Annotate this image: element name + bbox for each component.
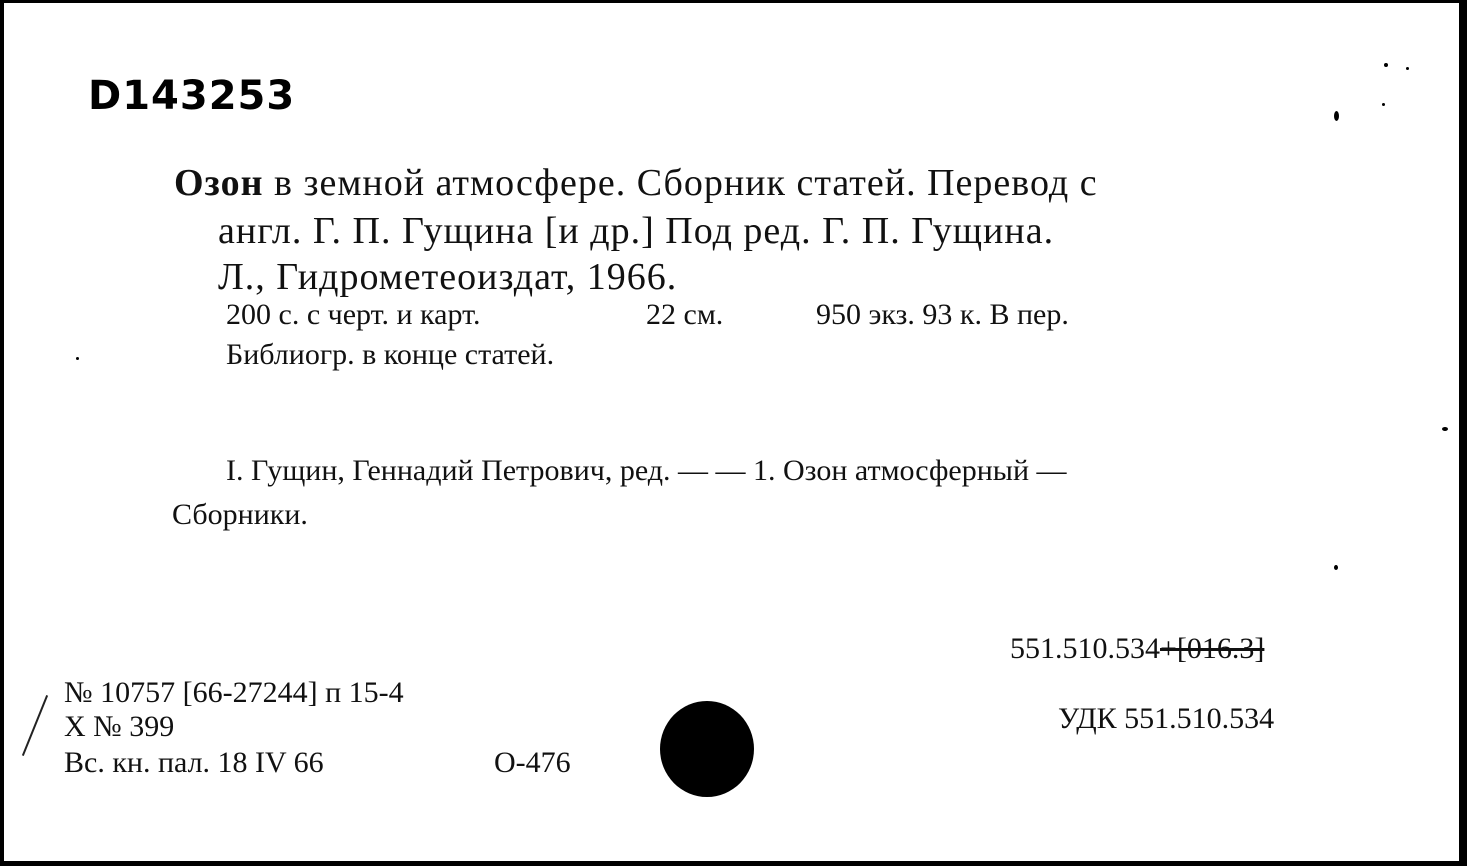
classification-main: 551.510.534 — [1010, 632, 1160, 665]
order-line-2: X № 399 — [64, 710, 175, 743]
physical-description: 200 с. с черт. и карт. — [226, 298, 481, 331]
order-line-1: № 10757 [66-27244] п 15-4 — [64, 676, 404, 709]
speck — [1442, 427, 1448, 431]
classification-struck: +[016.3] — [1160, 632, 1265, 665]
subject-heading-line-1: I. Гущин, Геннадий Петрович, ред. — — 1. Озон атмосферный — — [226, 454, 1067, 487]
title-rest: в земной атмосфере. Сборник статей. Перевод с — [274, 162, 1098, 204]
speck — [1406, 67, 1409, 70]
pen-mark — [22, 695, 48, 756]
title-line-1 — [174, 159, 1098, 207]
catalog-card — [4, 3, 1459, 861]
punch-hole — [660, 701, 754, 797]
speck — [1382, 103, 1385, 106]
speck — [1334, 565, 1338, 570]
size-text: 22 см. — [646, 298, 724, 331]
udc-code: УДК 551.510.534 — [1058, 702, 1275, 735]
title-line-3: Л., Гидрометеоиздат, 1966. — [218, 256, 678, 298]
classification-code — [1010, 631, 1264, 667]
subject-heading-line-2: Сборники. — [172, 498, 308, 531]
speck — [1384, 63, 1388, 67]
bibliography-note: Библиогр. в конце статей. — [226, 338, 555, 371]
order-line-3: Вс. кн. пал. 18 IV 66 — [64, 746, 324, 779]
inventory-number: D143253 — [88, 73, 296, 119]
speck — [1334, 111, 1339, 121]
order-code: О-476 — [494, 746, 571, 779]
title-line-2: англ. Г. П. Гущина [и др.] Под ред. Г. П. Гущина. — [218, 210, 1055, 252]
title-bold: Озон — [174, 162, 264, 204]
price-text: 950 экз. 93 к. В пер. — [816, 298, 1069, 331]
speck — [76, 357, 79, 360]
